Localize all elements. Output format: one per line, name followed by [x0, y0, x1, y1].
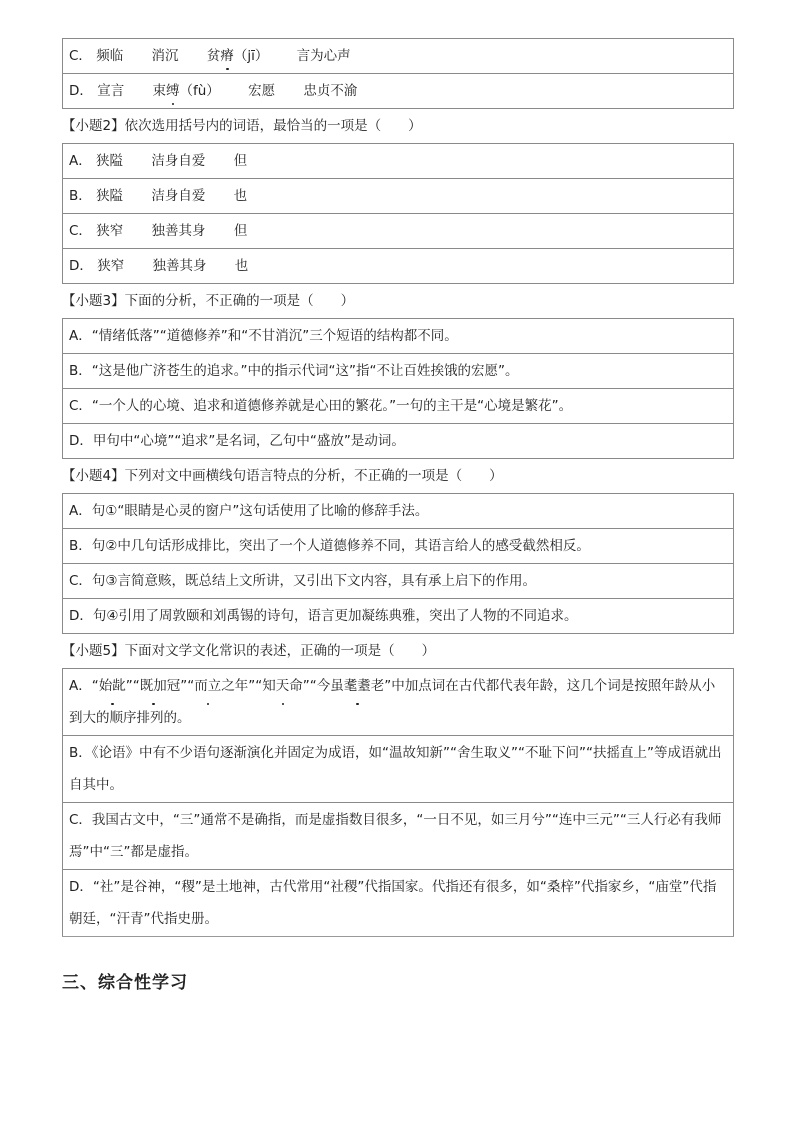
dotted-word: 既加: [140, 670, 167, 702]
q2-stem: 【小题2】依次选用括号内的词语，最恰当的一项是（ ）: [62, 118, 422, 134]
q4-option-c[interactable]: C．句③言简意赅，既总结上文所讲，又引出下文内容，具有承上启下的作用。: [63, 564, 734, 599]
dotted-char: 瘠: [220, 39, 234, 73]
dotted-char: 缚: [166, 74, 180, 108]
q5-option-b[interactable]: B．《论语》中有不少语句逐渐演化并固定为成语，如“温故知新”“舍生取义”“不耻下问”“扶摇直上”等成语就出自其中。: [63, 736, 734, 803]
q4-option-d[interactable]: D．句④引用了周敦颐和刘禹锡的诗句，语言更加凝练典雅，突出了人物的不同追求。: [63, 599, 734, 634]
q4-option-a[interactable]: A．句①“眼睛是心灵的窗户”这句话使用了比喻的修辞手法。: [63, 494, 734, 529]
q1-options-table: [62, 38, 734, 109]
dotted-word: 始龀: [99, 678, 126, 694]
q5-option-c[interactable]: C．我国古文中，“三”通常不是确指，而是虚指数目很多，“一日不见，如三月兮”“连中三元”“三人行必有我师焉”中“三”都是虚指。: [63, 803, 734, 870]
q2-options-table: [62, 143, 734, 284]
q3-option-a[interactable]: A．“情绪低落”“道德修养”和“不甘消沉”三个短语的结构都不同。: [63, 319, 734, 354]
q2-option-a[interactable]: A． 狭隘 洁身自爱 但: [63, 144, 734, 179]
q3-option-b[interactable]: B．“这是他广济苍生的追求。”中的指示代词“这”指“不让百姓挨饿的宏愿”。: [63, 354, 734, 389]
q5-options-table: [62, 668, 734, 937]
dotted-word: 而立: [194, 670, 221, 702]
q1-option-d[interactable]: D． 宣言 束缚（fù） 宏愿 忠贞不渝: [63, 74, 734, 109]
q3-stem: 【小题3】下面的分析，不正确的一项是（ ）: [62, 293, 355, 309]
q5-option-a[interactable]: A．“始龀”“既加冠”“而立之年”“知天命”“今虽耄耋老”中加点词在古代都代表年龄，这几个词是按照年龄从小到大的顺序排列的。: [63, 669, 734, 736]
q2-option-d[interactable]: D． 狭窄 独善其身 也: [63, 249, 734, 284]
q3-option-d[interactable]: D．甲句中“心境”“追求”是名词，乙句中“盛放”是动词。: [63, 424, 734, 459]
section-title: 三、综合性学习: [62, 973, 188, 993]
q2-option-b[interactable]: B． 狭隘 洁身自爱 也: [63, 179, 734, 214]
q4-stem: 【小题4】下列对文中画横线句语言特点的分析，不正确的一项是（ ）: [62, 468, 503, 484]
q5-option-d[interactable]: D．“社”是谷神，“稷”是土地神，古代常用“社稷”代指国家。代指还有很多，如“桑梓”代指家乡，“庙堂”代指朝廷，“汗青”代指史册。: [63, 870, 734, 937]
q4-option-b[interactable]: B．句②中几句话形成排比，突出了一个人道德修养不同，其语言给人的感受截然相反。: [63, 529, 734, 564]
dotted-word: 耄耋: [344, 670, 371, 702]
q2-option-c[interactable]: C． 狭窄 独善其身 但: [63, 214, 734, 249]
q3-option-c[interactable]: C．“一个人的心境、追求和道德修养就是心田的繁花。”一句的主干是“心境是繁花”。: [63, 389, 734, 424]
question-page: [62, 38, 734, 937]
q4-options-table: [62, 493, 734, 634]
q1-option-c[interactable]: C． 频临 消沉 贫瘠（jī） 言为心声: [63, 39, 734, 74]
q5-stem: 【小题5】下面对文学文化常识的表述，正确的一项是（ ）: [62, 643, 436, 659]
q3-options-table: [62, 318, 734, 459]
section-divider: [62, 936, 734, 937]
dotted-word: 知天命: [262, 670, 303, 702]
